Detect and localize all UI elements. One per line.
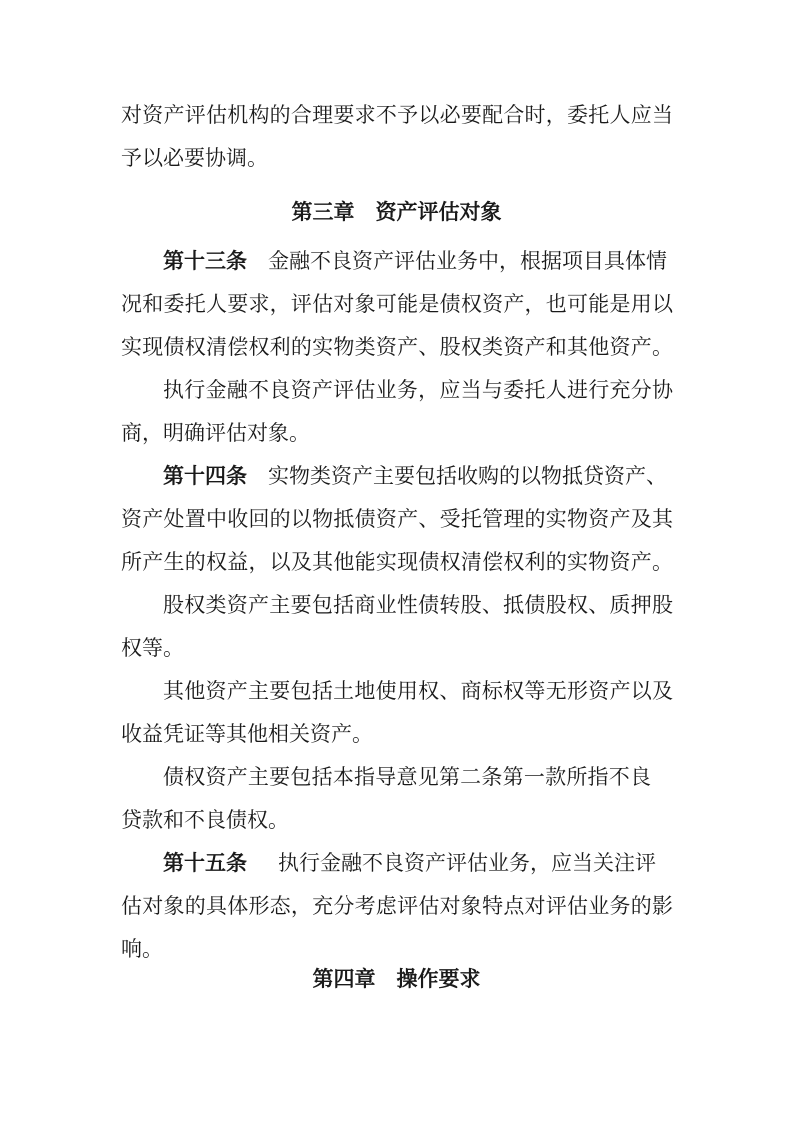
text-line: 估对象的具体形态，充分考虑评估对象特点对评估业务的影 xyxy=(121,894,673,918)
article-14-text: 实物类资产主要包括收购的以物抵贷资产、 xyxy=(268,464,667,488)
text-line: 贷款和不良债权。 xyxy=(121,808,289,832)
text-line: 对资产评估机构的合理要求不予以必要配合时，委托人应当 xyxy=(121,103,673,127)
chapter-heading-3: 第三章 资产评估对象 xyxy=(291,200,502,224)
text-line: 况和委托人要求，评估对象可能是债权资产，也可能是用以 xyxy=(121,292,673,316)
text-line: 响。 xyxy=(121,937,163,961)
article-15-title: 第十五条 xyxy=(163,851,247,875)
text-line: 实现债权清偿权利的实物类资产、股权类资产和其他资产。 xyxy=(121,335,673,359)
article-15-line xyxy=(163,849,673,877)
text-line: 执行金融不良资产评估业务，应当与委托人进行充分协 xyxy=(163,378,673,402)
text-line: 所产生的权益，以及其他能实现债权清偿权利的实物资产。 xyxy=(121,550,673,574)
article-14-line xyxy=(163,462,673,490)
article-15-text: 执行金融不良资产评估业务，应当关注评 xyxy=(278,851,656,875)
text-line: 债权资产主要包括本指导意见第二条第一款所指不良 xyxy=(163,765,651,789)
text-line: 收益凭证等其他相关资产。 xyxy=(121,722,373,746)
text-line: 商，明确评估对象。 xyxy=(121,421,310,445)
text-line: 予以必要协调。 xyxy=(121,146,268,170)
article-14-title: 第十四条 xyxy=(163,464,247,488)
text-line: 权等。 xyxy=(121,636,184,660)
article-13-title: 第十三条 xyxy=(163,249,247,273)
text-line: 股权类资产主要包括商业性债转股、抵债股权、质押股 xyxy=(163,593,673,617)
article-13-text: 金融不良资产评估业务中，根据项目具体情 xyxy=(268,249,667,273)
chapter-heading-4: 第四章 操作要求 xyxy=(312,967,481,991)
article-13-line xyxy=(163,247,673,275)
text-line: 资产处置中收回的以物抵债资产、受托管理的实物资产及其 xyxy=(121,507,673,531)
text-line: 其他资产主要包括土地使用权、商标权等无形资产以及 xyxy=(163,679,673,703)
